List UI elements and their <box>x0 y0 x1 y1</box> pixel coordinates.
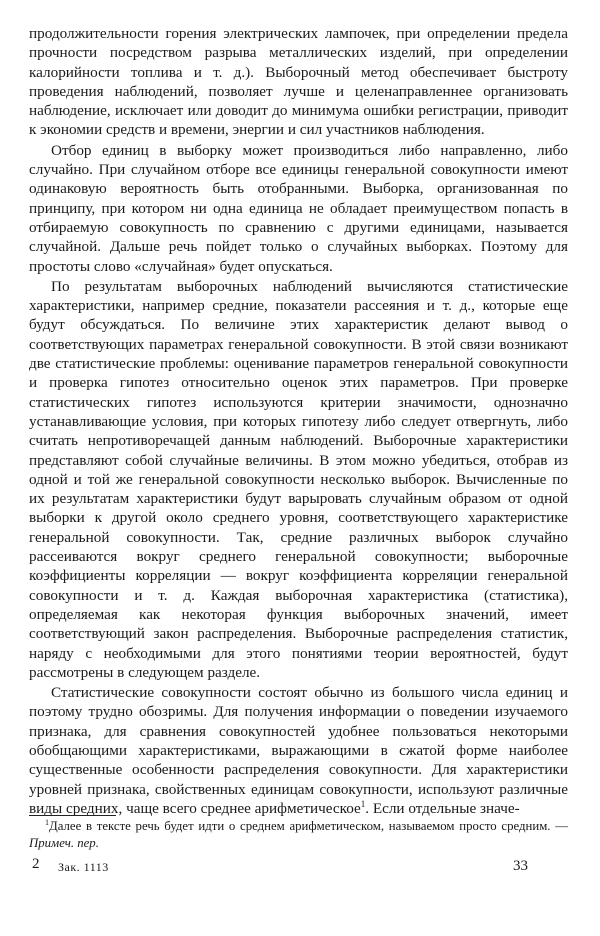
page-body <box>29 24 568 818</box>
paragraph-3: По результатам выборочных наблюдений вычисляются статистические характеристики, например средние, показатели рассеяния и т. д., которые еще будут обсуждаться. По величине этих характеристик делают вывод о соответствующих параметрах генеральной совокупности. В этой связи возникают две статистические проблемы: оценивание параметров генеральной совокупности и проверка гипотез относительно оценок этих параметров. При проверке статистических гипотез используются критерии значимости, однозначно устанавливающие условия, при которых гипотезу либо следует отвергнуть, либо считать непротиворечащей данным наблюдений. Выборочные характеристики представляют собой случайные величины. В этом можно убедиться, отобрав из одной и той же генеральной совокупности несколько выборок. Вычисленные по их результатам характеристики будут варыровать случайным образом от одной выборки к другой около среднего уровня, соответствующего характеристике генеральной совокупности. Так, средние различных выборок случайно рассеиваются вокруг среднего генеральной совокупности; выборочные коэффициенты корреляции — вокруг коэффициента корреляции генеральной совокупности и т. д. Каждая выборочная характеристика (статистика), определяемая как некоторая функция выборочных значений, имеет соответствующий закон распределения. Выборочные распределения статистик, наряду с необходимыми для этого понятиями теории вероятностей, будут рассмотрены в следующем разделе. <box>29 277 568 681</box>
signature-text: Зак. 1113 <box>58 860 109 874</box>
signature-number: 2 <box>32 856 40 872</box>
footnote-note: Примеч. пер. <box>29 835 99 850</box>
page-number: 33 <box>513 858 528 874</box>
paragraph-2: Отбор единиц в выборку может производиться либо направленно, либо случайно. При случайном отборе все единицы генеральной совокупности имеют одинаковую вероятность быть отобранными. Выборка, организованная по принципу, при котором ни одна единица не обладает преимуществом попасть в отбираемую совокупность по сравнению с другими единицами, называется случайной. Дальше речь пойдет только о случайных выборках. Поэтому для простоты слово «случайная» будет опускаться. <box>29 141 568 275</box>
footnote <box>29 818 568 851</box>
paragraph-4-text: Статистические совокупности состоят обычно из большого числа единиц и поэтому трудно обозримы. Для получения информации о поведении изучаемого признака, для сравнения совокупностей удобнее пользоваться некоторыми обобщающими характеристиками, выражающими в сжатой форме наиболее существенные особенности распределения совокупности. Для характеристики уровней признака, свойственных единицам совокупности, используют различные виды средних, чаще всего среднее арифметическое <box>29 684 568 817</box>
paragraph-1: продолжительности горения электрических лампочек, при определении предела прочности посредством разрыва металлических изделий, при определении калорийности топлива и т. д.). Выборочный метод обеспечивает быстроту проведения наблюдений, позволяет лучше и целенаправленнее организовать наблюдение, исключает или доводит до минимума ошибки регистрации, приводит к экономии средств и времени, энергии и сил участников наблюдения. <box>29 25 568 139</box>
paragraph-4 <box>29 683 568 818</box>
footnote-divider <box>29 815 116 816</box>
paragraph-4-tail: . Если отдельные значе- <box>365 799 520 817</box>
footnote-reference[interactable]: 1 <box>360 798 366 809</box>
footnote-number: 1 <box>45 818 49 827</box>
footnote-text: Далее в тексте речь будет идти о среднем арифметическом, называемом просто средним. — <box>49 819 568 833</box>
